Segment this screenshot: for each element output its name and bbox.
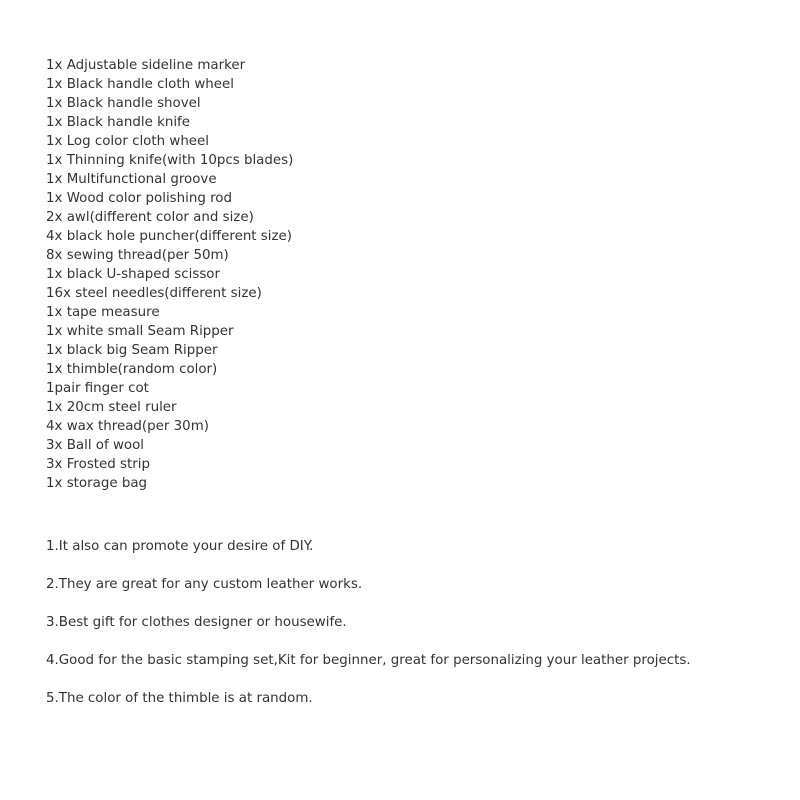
- list-item: 8x sewing thread(per 50m): [46, 248, 229, 263]
- feature-item: 5.The color of the thimble is at random.: [46, 691, 313, 706]
- list-item: 1x 20cm steel ruler: [46, 400, 177, 415]
- list-item: 1x black big Seam Ripper: [46, 343, 218, 358]
- list-item: 3x Frosted strip: [46, 457, 151, 472]
- list-item: 1x Multifunctional groove: [46, 172, 217, 187]
- list-item: 1x white small Seam Ripper: [46, 324, 234, 339]
- list-item: 4x wax thread(per 30m): [46, 419, 209, 434]
- list-item: 3x Ball of wool: [46, 438, 145, 453]
- package-contents-list: [46, 56, 786, 493]
- feature-list: [46, 537, 786, 708]
- list-item: 16x steel needles(different size): [46, 286, 262, 301]
- list-item: 1x thimble(random color): [46, 362, 218, 377]
- list-item: 1pair finger cot: [46, 381, 149, 396]
- feature-item: 2.They are great for any custom leather works.: [46, 577, 363, 592]
- feature-item: 4.Good for the basic stamping set,Kit for beginner, great for personalizing your leather projects.: [46, 653, 691, 668]
- list-item: 1x storage bag: [46, 476, 148, 491]
- list-item: 1x Black handle shovel: [46, 96, 201, 111]
- list-item: 1x Adjustable sideline marker: [46, 58, 246, 73]
- list-item: 1x Wood color polishing rod: [46, 191, 232, 206]
- list-item: 1x Thinning knife(with 10pcs blades): [46, 153, 294, 168]
- list-item: 1x Log color cloth wheel: [46, 134, 210, 149]
- list-item: 2x awl(different color and size): [46, 210, 254, 225]
- list-item: 4x black hole puncher(different size): [46, 229, 293, 244]
- list-item: 1x Black handle cloth wheel: [46, 77, 234, 92]
- list-item: 1x black U-shaped scissor: [46, 267, 221, 282]
- feature-item: 3.Best gift for clothes designer or housewife.: [46, 615, 347, 630]
- list-item: 1x Black handle knife: [46, 115, 190, 130]
- feature-item: 1.It also can promote your desire of DIY.: [46, 539, 314, 554]
- product-description: [46, 56, 786, 727]
- list-item: 1x tape measure: [46, 305, 160, 320]
